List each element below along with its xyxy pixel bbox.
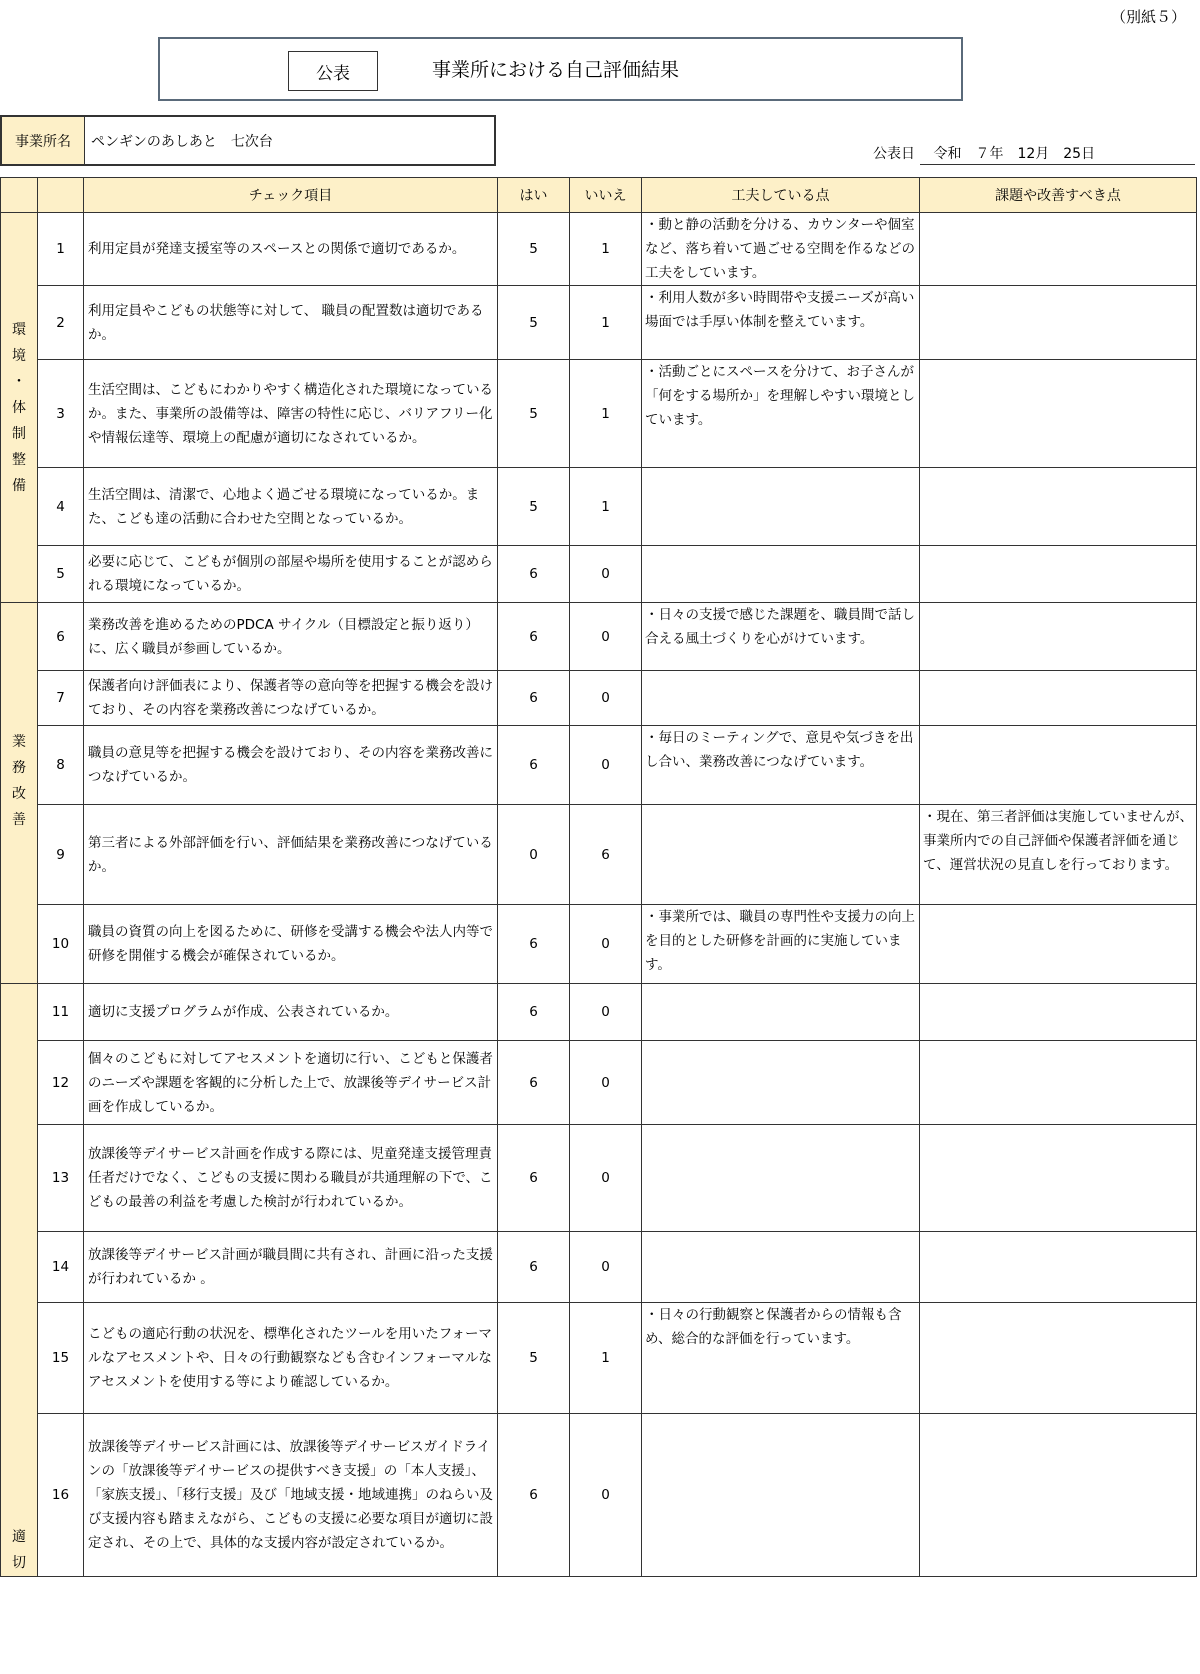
effort-note [642,546,920,603]
yes-count: 5 [498,360,570,468]
no-count: 0 [570,1231,642,1302]
check-item-text: 職員の意見等を把握する機会を設けており、その内容を業務改善につなげているか。 [84,726,498,805]
yes-count: 6 [498,905,570,984]
effort-note: ・毎日のミーティングで、意見や気づきを出し合い、業務改善につなげています。 [642,726,920,805]
table-row [1,726,1197,805]
no-count: 1 [570,360,642,468]
page-title: 事業所における自己評価結果 [432,59,680,81]
issue-note [920,1040,1197,1124]
category-label [1,984,37,1576]
table-row [1,213,1197,286]
check-item-text: 業務改善を進めるためのPDCA サイクル（目標設定と振り返り）に、広く職員が参画しているか。 [84,603,498,671]
check-item-text: 放課後等デイサービス計画が職員間に共有され、計画に沿った支援が行われているか 。 [84,1231,498,1302]
category-char: 備 [12,478,26,494]
table-row [1,984,1197,1041]
table-row [1,286,1197,360]
public-badge: 公表 [288,51,378,91]
check-item-text: こどもの適応行動の状況を、標準化されたツールを用いたフォーマルなアセスメントや、日々の行動観察なども含むインフォーマルなアセスメントを使用する等により確認しているか。 [84,1302,498,1414]
yes-count: 6 [498,1231,570,1302]
table-row [1,1302,1197,1414]
no-count: 1 [570,286,642,360]
category-char: ・ [12,374,26,390]
yes-count: 5 [498,468,570,546]
header-effort: 工夫している点 [642,178,920,213]
check-item-text: 放課後等デイサービス計画には、放課後等デイサービスガイドラインの「放課後等デイサービスの提供すべき支援」の「本人支援」、「家族支援」、「移行支援」及び「地域支援・地域連携」のねらい及び支援内容も踏まえながら、こどもの支援に必要な項目が適切に設定され、その上で、具体的な支援内容が設定されているか。 [84,1414,498,1577]
category-label [1,603,37,833]
no-count: 0 [570,603,642,671]
row-number: 4 [38,468,84,546]
effort-note [642,805,920,905]
table-row [1,546,1197,603]
effort-note: ・事業所では、職員の専門性や支援力の向上を目的とした研修を計画的に実施しています。 [642,905,920,984]
check-item-text: 保護者向け評価表により、保護者等の意向等を把握する機会を設けており、その内容を業務改善につなげているか。 [84,671,498,726]
row-number: 3 [38,360,84,468]
issue-note [920,546,1197,603]
no-count: 1 [570,468,642,546]
office-name-label: 事業所名 [2,117,85,164]
issue-note [920,360,1197,468]
yes-count: 6 [498,671,570,726]
issue-note [920,905,1197,984]
check-item-text: 生活空間は、こどもにわかりやすく構造化された環境になっているか。また、事業所の設備等は、障害の特性に応じ、バリアフリー化や情報伝達等、環境上の配慮が適切になされているか。 [84,360,498,468]
table-row [1,905,1197,984]
table-row [1,468,1197,546]
no-count: 0 [570,905,642,984]
yes-count: 6 [498,984,570,1041]
check-item-text: 生活空間は、清潔で、心地よく過ごせる環境になっているか。また、こども達の活動に合わせた空間となっているか。 [84,468,498,546]
table-header-row [1,178,1197,213]
yes-count: 5 [498,1302,570,1414]
category-label [1,213,37,499]
check-item-text: 個々のこどもに対してアセスメントを適切に行い、こどもと保護者のニーズや課題を客観的に分析した上で、放課後等デイサービス計画を作成しているか。 [84,1040,498,1124]
row-number: 11 [38,984,84,1041]
table-row [1,1125,1197,1232]
row-number: 8 [38,726,84,805]
table-row [1,805,1197,905]
header-check-item: チェック項目 [84,178,498,213]
table-row [1,671,1197,726]
issue-note [920,286,1197,360]
effort-note [642,1414,920,1577]
category-char: 環 [12,322,26,338]
check-item-text: 放課後等デイサービス計画を作成する際には、児童発達支援管理責任者だけでなく、こどもの支援に関わる職員が共通理解の下で、こどもの最善の利益を考慮した検討が行われているか。 [84,1125,498,1232]
header-yes: はい [498,178,570,213]
header-category [1,178,38,213]
effort-note [642,1125,920,1232]
category-char: 切 [12,1555,26,1571]
category-char: 務 [12,760,26,776]
no-count: 0 [570,1125,642,1232]
issue-note [920,468,1197,546]
no-count: 0 [570,546,642,603]
check-item-text: 職員の資質の向上を図るために、研修を受講する機会や法人内等で研修を開催する機会が確保されているか。 [84,905,498,984]
row-number: 14 [38,1231,84,1302]
self-evaluation-table [0,177,1197,1577]
check-item-text: 第三者による外部評価を行い、評価結果を業務改善につなげているか。 [84,805,498,905]
row-number: 2 [38,286,84,360]
issue-note [920,213,1197,286]
issue-note [920,726,1197,805]
table-row [1,1040,1197,1124]
title-box [158,37,963,101]
no-count: 1 [570,213,642,286]
issue-note [920,984,1197,1041]
row-number: 5 [38,546,84,603]
no-count: 0 [570,984,642,1041]
table-row [1,1414,1197,1577]
row-number: 9 [38,805,84,905]
issue-note [920,603,1197,671]
row-number: 15 [38,1302,84,1414]
category-char: 制 [12,426,26,442]
no-count: 0 [570,726,642,805]
table-row [1,1231,1197,1302]
yes-count: 6 [498,726,570,805]
yes-count: 5 [498,213,570,286]
no-count: 1 [570,1302,642,1414]
yes-count: 6 [498,1040,570,1124]
effort-note [642,1040,920,1124]
category-char: 境 [12,348,26,364]
no-count: 0 [570,1040,642,1124]
category-char: 業 [12,734,26,750]
publication-date: 公表日 令和 ７年 12月 25日 [873,146,1096,162]
office-name-value: ペンギンのあしあと 七次台 [91,133,273,150]
header-number [38,178,84,213]
no-count: 6 [570,805,642,905]
category-appropriate-support [1,984,38,1577]
effort-note [642,1231,920,1302]
row-number: 6 [38,603,84,671]
effort-note [642,671,920,726]
issue-note [920,1231,1197,1302]
no-count: 0 [570,1414,642,1577]
yes-count: 6 [498,1414,570,1577]
effort-note: ・利用人数が多い時間帯や支援ニーズが高い場面では手厚い体制を整えています。 [642,286,920,360]
issue-note [920,1125,1197,1232]
publication-date-underline [920,164,1195,165]
office-name-box [0,115,496,166]
no-count: 0 [570,671,642,726]
category-char: 善 [12,812,26,828]
header-no: いいえ [570,178,642,213]
yes-count: 6 [498,603,570,671]
category-char: 体 [12,400,26,416]
issue-note [920,1302,1197,1414]
row-number: 13 [38,1125,84,1232]
effort-note [642,984,920,1041]
effort-note: ・活動ごとにスペースを分けて、お子さんが「何をする場所か」を理解しやすい環境としています。 [642,360,920,468]
yes-count: 6 [498,546,570,603]
table-row [1,603,1197,671]
yes-count: 6 [498,1125,570,1232]
check-item-text: 適切に支援プログラムが作成、公表されているか。 [84,984,498,1041]
check-item-text: 利用定員が発達支援室等のスペースとの関係で適切であるか。 [84,213,498,286]
row-number: 10 [38,905,84,984]
effort-note: ・日々の支援で感じた課題を、職員間で話し合える風土づくりを心がけています。 [642,603,920,671]
effort-note: ・動と静の活動を分ける、カウンターや個室など、落ち着いて過ごせる空間を作るなどの工夫をしています。 [642,213,920,286]
category-char: 改 [12,786,26,802]
issue-note [920,1414,1197,1577]
row-number: 12 [38,1040,84,1124]
effort-note [642,468,920,546]
row-number: 16 [38,1414,84,1577]
check-item-text: 利用定員やこどもの状態等に対して、 職員の配置数は適切であるか。 [84,286,498,360]
category-business-improvement [1,603,38,984]
category-char: 整 [12,452,26,468]
yes-count: 0 [498,805,570,905]
yes-count: 5 [498,286,570,360]
effort-note: ・日々の行動観察と保護者からの情報も含め、総合的な評価を行っています。 [642,1302,920,1414]
table-row [1,360,1197,468]
category-environment [1,213,38,603]
header-issue: 課題や改善すべき点 [920,178,1197,213]
annex-label: （別紙５） [1110,8,1186,26]
issue-note [920,671,1197,726]
category-char: 適 [12,1529,26,1545]
issue-note: ・現在、第三者評価は実施していませんが、事業所内での自己評価や保護者評価を通じて、運営状況の見直しを行っております。 [920,805,1197,905]
row-number: 7 [38,671,84,726]
check-item-text: 必要に応じて、こどもが個別の部屋や場所を使用することが認められる環境になっているか。 [84,546,498,603]
row-number: 1 [38,213,84,286]
